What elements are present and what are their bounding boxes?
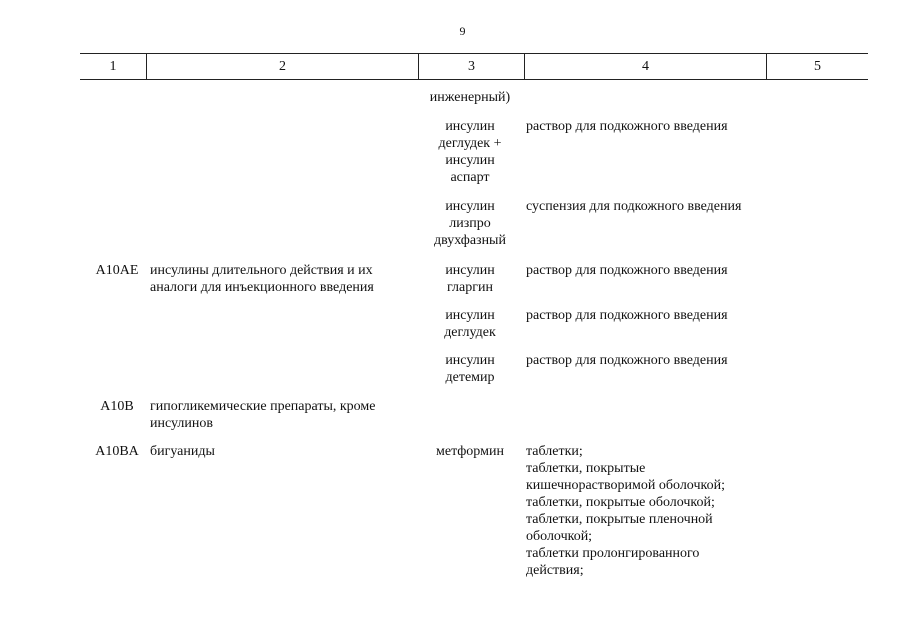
header-col-3: 3: [419, 54, 525, 79]
dosage-form: [526, 118, 728, 135]
anatomical-group-line: инсулины длительного действия и их: [150, 263, 373, 278]
drug-name: [418, 352, 522, 386]
anatomical-group: [150, 398, 375, 432]
dosage-form: [526, 262, 728, 279]
dosage-form-line: таблетки пролонгированного: [526, 546, 700, 561]
dosage-form-line: таблетки, покрытые: [526, 461, 646, 476]
header-col-4: 4: [525, 54, 767, 79]
dosage-form-line: таблетки, покрытые пленочной: [526, 512, 713, 527]
dosage-form: [526, 443, 725, 579]
dosage-form: [526, 198, 741, 215]
dosage-form-line: раствор для подкожного введения: [526, 353, 728, 368]
anatomical-group: [150, 443, 215, 460]
drug-name-line: деглудек +: [438, 136, 502, 151]
drug-name-line: метформин: [436, 444, 504, 459]
drug-name: [418, 262, 522, 296]
drug-name: [418, 307, 522, 341]
dosage-form-line: таблетки;: [526, 444, 583, 459]
dosage-form-line: раствор для подкожного введения: [526, 119, 728, 134]
drug-name-line: аспарт: [450, 170, 490, 185]
drug-name-line: инсулин: [445, 353, 495, 368]
dosage-form-line: оболочкой;: [526, 529, 593, 544]
anatomical-group-line: аналоги для инъекционного введения: [150, 280, 374, 295]
anatomical-group: [150, 262, 374, 296]
anatomical-group-line: гипогликемические препараты, кроме: [150, 399, 376, 414]
anatomical-group-line: инсулинов: [150, 416, 213, 431]
dosage-form-line: таблетки, покрытые оболочкой;: [526, 495, 715, 510]
drug-name: [418, 89, 522, 106]
atc-code: A10BA: [95, 444, 139, 459]
drug-name-line: деглудек: [444, 325, 496, 340]
page-number: 9: [459, 24, 466, 38]
drug-name: [418, 443, 522, 460]
anatomical-group-line: бигуаниды: [150, 444, 215, 459]
drug-name-line: инсулин: [445, 119, 495, 134]
drug-name-line: детемир: [445, 370, 495, 385]
dosage-form-line: кишечнорастворимой оболочкой;: [526, 478, 725, 493]
drug-name-line: гларгин: [447, 280, 493, 295]
drug-name-line: инсулин: [445, 308, 495, 323]
drug-name-line: лизпро: [449, 216, 491, 231]
dosage-form-line: раствор для подкожного введения: [526, 308, 728, 323]
drug-name-line: инженерный): [429, 90, 511, 105]
drug-name: [418, 198, 522, 249]
header-col-5: 5: [814, 58, 821, 74]
dosage-form: [526, 307, 728, 324]
header-col-2: 2: [147, 54, 419, 79]
dosage-form: [526, 352, 728, 369]
atc-code: A10B: [100, 399, 134, 414]
dosage-form-line: раствор для подкожного введения: [526, 263, 728, 278]
drug-name-line: инсулин: [445, 199, 495, 214]
dosage-form-line: действия;: [526, 563, 584, 578]
atc-code: A10AE: [95, 263, 139, 278]
header-col-1: 1: [80, 54, 147, 79]
drug-name-line: двухфазный: [434, 233, 506, 248]
table-header-row: [80, 53, 868, 80]
drug-name-line: инсулин: [445, 263, 495, 278]
dosage-form-line: суспензия для подкожного введения: [526, 199, 742, 214]
drug-name-line: инсулин: [445, 153, 495, 168]
drug-name: [418, 118, 522, 186]
